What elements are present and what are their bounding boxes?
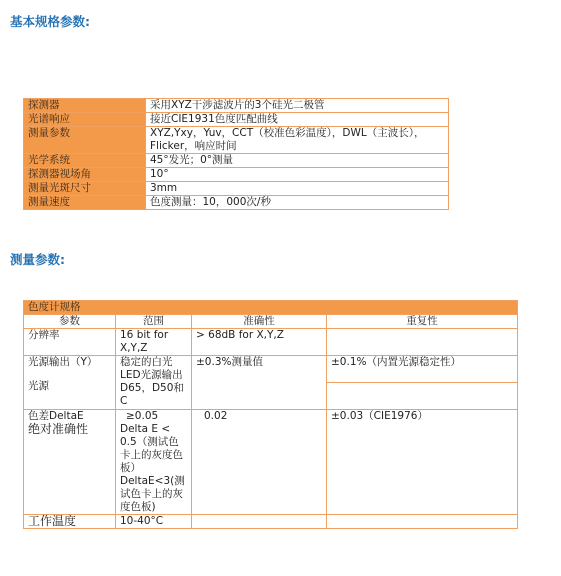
table-row <box>24 301 518 315</box>
source-label: 光源 <box>28 380 49 392</box>
spec-key: 探测器视场角 <box>24 168 146 182</box>
repeat-cell <box>327 329 518 356</box>
accuracy-cell: > 68dB for X,Y,Z <box>192 329 327 356</box>
column-header: 范围 <box>116 315 192 329</box>
range-cell: 16 bit for X,Y,Z <box>116 329 192 356</box>
abs-accuracy-label: 绝对准确性 <box>28 422 89 436</box>
delta-e-accuracy: 0.02 <box>204 410 228 422</box>
spec-key: 测量参数 <box>24 127 146 154</box>
spec-value: 色度测量：10，000次/秒 <box>146 196 449 210</box>
table-row <box>24 168 449 182</box>
range-cell: 10-40°C <box>116 515 192 529</box>
delta-e-label: 色差DeltaE <box>28 410 84 422</box>
measurement-table <box>23 300 518 529</box>
spec-key: 测量光斑尺寸 <box>24 182 146 196</box>
spec-key: 测量速度 <box>24 196 146 210</box>
table-row <box>24 315 518 329</box>
repeat-cell <box>327 383 518 410</box>
repeat-cell <box>327 515 518 529</box>
range-cell: 稳定的白光LED光源输出D65，D50和C <box>116 356 192 410</box>
spec-key: 探测器 <box>24 99 146 113</box>
repeat-cell <box>327 410 518 515</box>
spec-value: 3mm <box>146 182 449 196</box>
table-row <box>24 127 449 154</box>
column-header: 重复性 <box>327 315 518 329</box>
table-row <box>24 99 449 113</box>
spec-value: XYZ,Yxy，Yuv，CCT（校准色彩温度），DWL（主波长），Flicker，响应时间 <box>146 127 449 154</box>
accuracy-cell: ±0.3%测量值 <box>192 356 327 410</box>
spec-key: 光学系统 <box>24 154 146 168</box>
table-row <box>24 356 518 383</box>
spec-key: 光谱响应 <box>24 113 146 127</box>
abs-range-2: DeltaE<3(测试色卡上的灰度色板) <box>120 475 185 513</box>
delta-e-repeat: ±0.03（CIE1976） <box>331 410 428 422</box>
table-row <box>24 196 449 210</box>
param-cell: 工作温度 <box>24 515 116 529</box>
table-row <box>24 154 449 168</box>
range-cell <box>116 410 192 515</box>
table-row <box>24 182 449 196</box>
table-header: 色度计规格 <box>24 301 518 315</box>
spec-value: 接近CIE1931色度匹配曲线 <box>146 113 449 127</box>
basic-spec-title: 基本规格参数: <box>10 14 90 29</box>
param-cell <box>24 356 116 410</box>
spec-value: 采用XYZ干涉滤波片的3个硅光二极管 <box>146 99 449 113</box>
table-row <box>24 329 518 356</box>
abs-range-1: Delta E < 0.5（测试色卡上的灰度色板） <box>120 423 183 474</box>
repeat-cell: ±0.1%（内置光源稳定性） <box>327 356 518 383</box>
basic-spec-table <box>23 98 449 210</box>
param-cell <box>24 410 116 515</box>
param-cell: 分辨率 <box>24 329 116 356</box>
table-row <box>24 410 518 515</box>
spec-value: 10° <box>146 168 449 182</box>
column-header: 准确性 <box>192 315 327 329</box>
column-header: 参数 <box>24 315 116 329</box>
measure-title: 测量参数: <box>10 252 65 267</box>
table-row <box>24 515 518 529</box>
lum-label: 光源输出（Y） <box>28 356 98 368</box>
delta-e-range: ≥0.05 <box>126 410 159 422</box>
spec-value: 45°发光；0°测量 <box>146 154 449 168</box>
accuracy-cell <box>192 515 327 529</box>
accuracy-cell <box>192 410 327 515</box>
table-row <box>24 113 449 127</box>
